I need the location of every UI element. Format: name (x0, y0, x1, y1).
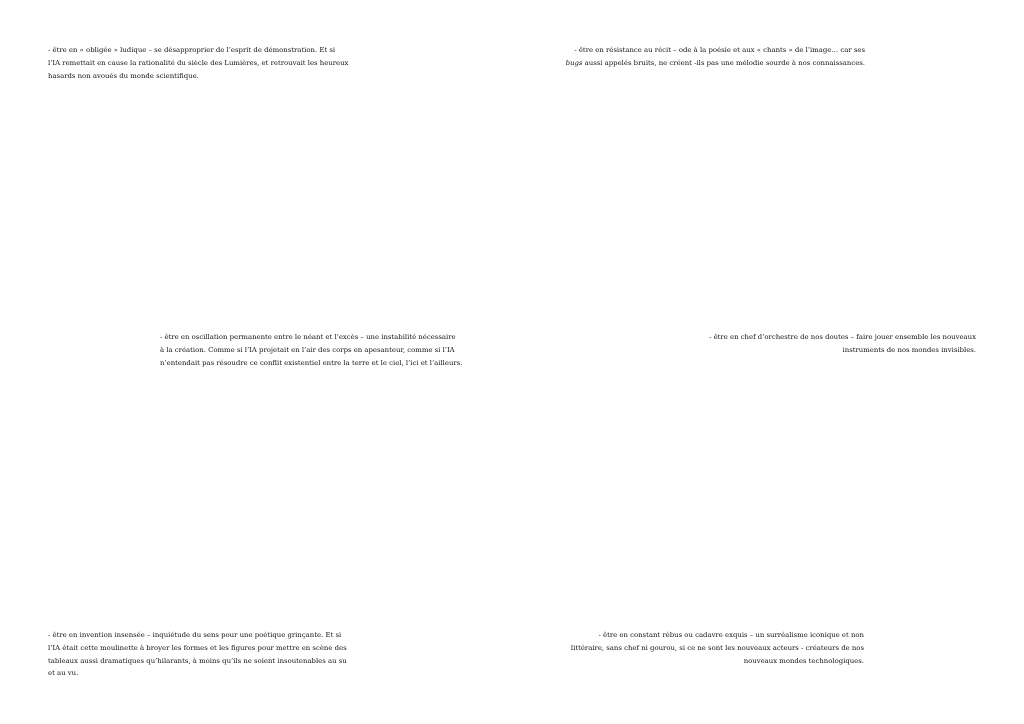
text-line: hasards non avoués du monde scientifique. (48, 71, 199, 80)
text-block-chef-orchestre (650, 331, 976, 357)
text-block-obligee-ludique (48, 44, 358, 82)
text-line: - être en résistance au récit – ode à la poésie et aux « chants » de l’image… car ses (574, 46, 865, 54)
text-block-rebus-cadavre-exquis (555, 629, 864, 667)
emphasis-bugs: bugs (565, 58, 583, 67)
text-line: - être en chef d’orchestre de nos doutes – faire jouer ensemble les nouveaux (709, 333, 976, 341)
text-block-oscillation (160, 331, 465, 369)
text-line: nouveaux mondes technologiques. (743, 656, 864, 665)
text-line: littéraire, sans chef ni gourou, si ce ne sont les nouveaux acteurs - créateurs de nos (570, 643, 864, 652)
text-segment: aussi appelés bruits, ne créent -ils pas une mélodie sourde à nos connaissances. (582, 58, 865, 67)
text-line: - être en oscillation permanente entre le néant et l’excès – une instabilité nécessaire (160, 333, 456, 341)
text-block-resistance-recit (560, 44, 865, 70)
text-line: et au vu. (48, 669, 79, 678)
text-line: - être en constant rébus ou cadavre exquis – un surréalisme iconique et non (598, 631, 864, 639)
text-line: instruments de nos mondes invisibles. (842, 345, 976, 354)
text-line: l’IA était cette moulinette à broyer les formes et les figures pour mettre en scène des (48, 643, 347, 652)
text-line: tableaux aussi dramatiques qu’hilarants, à moins qu’ils ne soient insoutenables au su (48, 656, 347, 665)
text-line: - être en invention insensée – inquiétude du sens pour une poétique grinçante. Et si (48, 631, 342, 639)
text-block-invention-insensee (48, 629, 358, 680)
text-line (560, 57, 865, 70)
text-line: n’entendait pas résoudre ce conflit existentiel entre la terre et le ciel, l’ici et l’ailleurs. (160, 358, 463, 367)
text-line: à la création. Comme si l’IA projetait en l’air des corps en apesanteur, comme si l’IA (160, 345, 455, 354)
text-line: - être en « obligée » ludique – se désapproprier de l’esprit de démonstration. Et si (48, 46, 336, 54)
text-line: l’IA remettait en cause la rationalité du siècle des Lumières, et retrouvait les heureux (48, 58, 349, 67)
